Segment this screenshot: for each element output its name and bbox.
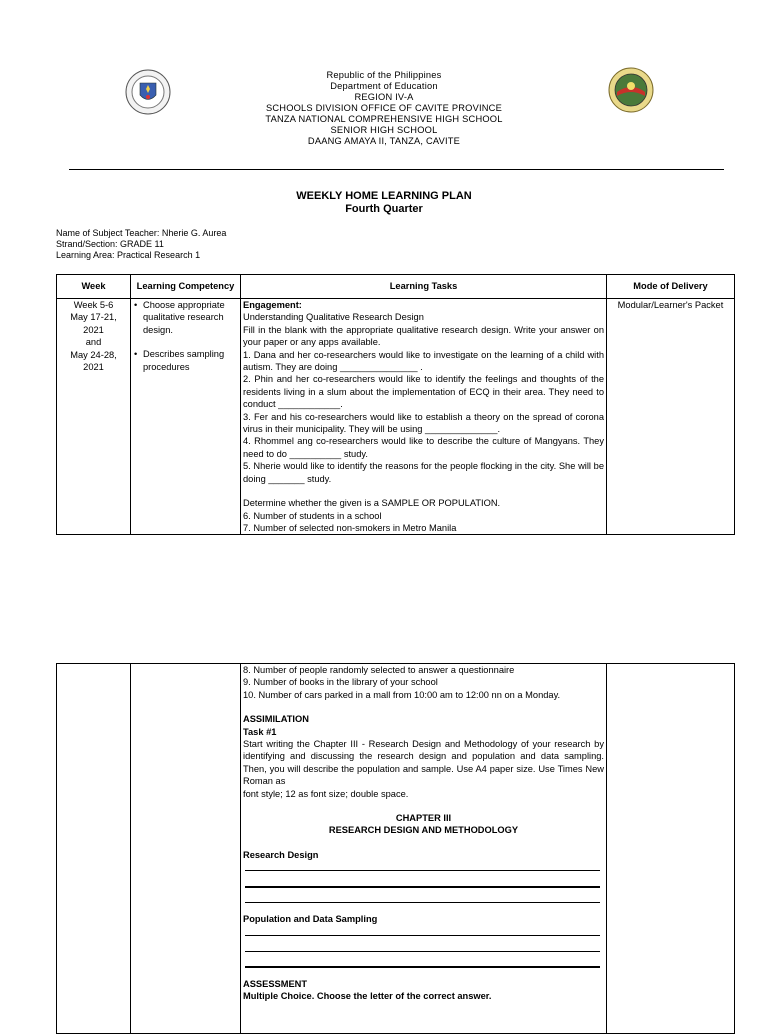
learning-plan-table [56, 274, 735, 535]
week-line: 2021 [83, 324, 104, 335]
page-subtitle: Fourth Quarter [345, 203, 423, 215]
engagement-line: 4. Rhommel ang co-researchers would like to describe the culture of Mangyans. They need to do __________ study. [243, 436, 604, 459]
header-mode: Mode of Delivery [607, 275, 735, 299]
population-sampling-label: Population and Data Sampling [243, 914, 378, 925]
task-label: Task #1 [243, 726, 277, 737]
header-line: REGION IV-A [354, 92, 414, 102]
assessment-instruction: Multiple Choice. Choose the letter of the correct answer. [243, 991, 492, 1002]
week-line: May 17-21, [70, 312, 117, 323]
task-text: Start writing the Chapter III - Research Design and Methodology of your research by identifying and discussing the research design and population and data sampling. Then, you will describe the population and sample. Use A4 paper size. Use Times New Roman as [243, 739, 604, 787]
header-line: TANZA NATIONAL COMPREHENSIVE HIGH SCHOOL [265, 114, 503, 124]
sample-item: 8. Number of people randomly selected to answer a questionnaire [243, 665, 515, 675]
week-line: May 24-28, [70, 349, 117, 360]
sample-item: 7. Number of selected non-smokers in Metro Manila [243, 522, 457, 533]
page-title: WEEKLY HOME LEARNING PLAN [296, 190, 472, 202]
week-line: 2021 [83, 362, 104, 373]
competency-cell-continued [131, 664, 241, 1034]
engagement-line: Understanding Qualitative Research Design [243, 312, 424, 323]
sample-item: 10. Number of cars parked in a mall from 10:00 am to 12:00 nn on a Monday. [243, 689, 561, 700]
header-week: Week [57, 275, 131, 299]
tasks-cell-continued [241, 664, 607, 1034]
engagement-line: 2. Phin and her co-researchers would like to identify the feelings and thoughts of the residents living in a slum about the implementation of ECQ in their area. They need to conduct ____________. [243, 374, 604, 410]
engagement-line: 5. Nherie would like to identify the reasons for the people flocking in the city. She will be doing _______ study. [243, 461, 604, 484]
learning-area: Learning Area: Practical Research 1 [56, 250, 201, 260]
chapter-number: CHAPTER III [395, 813, 452, 824]
competency-item: • Choose appropriate qualitative research design. [134, 300, 225, 335]
sample-prompt: Determine whether the given is a SAMPLE OR POPULATION. [243, 498, 501, 509]
header-line: Department of Education [330, 81, 438, 91]
research-design-label: Research Design [243, 849, 319, 860]
learning-plan-table-continued [56, 663, 735, 1034]
assessment-heading: ASSESSMENT [243, 978, 308, 989]
header-tasks: Learning Tasks [241, 275, 607, 299]
week-cell-continued [57, 664, 131, 1034]
header-divider [69, 169, 724, 170]
competency-cell [131, 299, 241, 535]
competency-item: • Describes sampling procedures [134, 349, 225, 372]
header-competency: Learning Competency [131, 275, 241, 299]
strand-section: Strand/Section: GRADE 11 [56, 239, 164, 249]
mode-cell-continued [607, 664, 735, 1034]
header-line: SCHOOLS DIVISION OFFICE OF CAVITE PROVINCE [265, 103, 503, 113]
task-text: font style; 12 as font size; double space. [243, 788, 409, 799]
sample-item: 9. Number of books in the library of your school [243, 677, 438, 688]
week-line: Week 5-6 [73, 300, 114, 310]
engagement-heading: Engagement: [243, 300, 302, 310]
chapter-title: RESEARCH DESIGN AND METHODOLOGY [328, 825, 519, 836]
sample-item: 6. Number of students in a school [243, 510, 382, 521]
header-line: DAANG AMAYA II, TANZA, CAVITE [307, 136, 461, 146]
engagement-line: Fill in the blank with the appropriate qualitative research design. Write your answer on your paper or any apps available. [243, 324, 604, 348]
assimilation-heading: ASSIMILATION [243, 714, 309, 725]
week-line: and [85, 337, 102, 348]
engagement-line: 1. Dana and her co-researchers would like to investigate on the learning of a child with autism. They are doing _______________ . [243, 349, 604, 373]
teacher-name: Name of Subject Teacher: Nherie G. Aurea [56, 228, 227, 238]
tasks-cell [241, 299, 607, 535]
header-line: SENIOR HIGH SCHOOL [330, 125, 438, 135]
engagement-line: 3. Fer and his co-researchers would like to establish a theory on the spread of corona virus in their municipality. They will be using ______________. [243, 411, 604, 435]
header-line: Republic of the Philippines [326, 70, 442, 80]
week-cell [57, 299, 131, 535]
mode-cell: Modular/Learner's Packet [607, 299, 735, 535]
